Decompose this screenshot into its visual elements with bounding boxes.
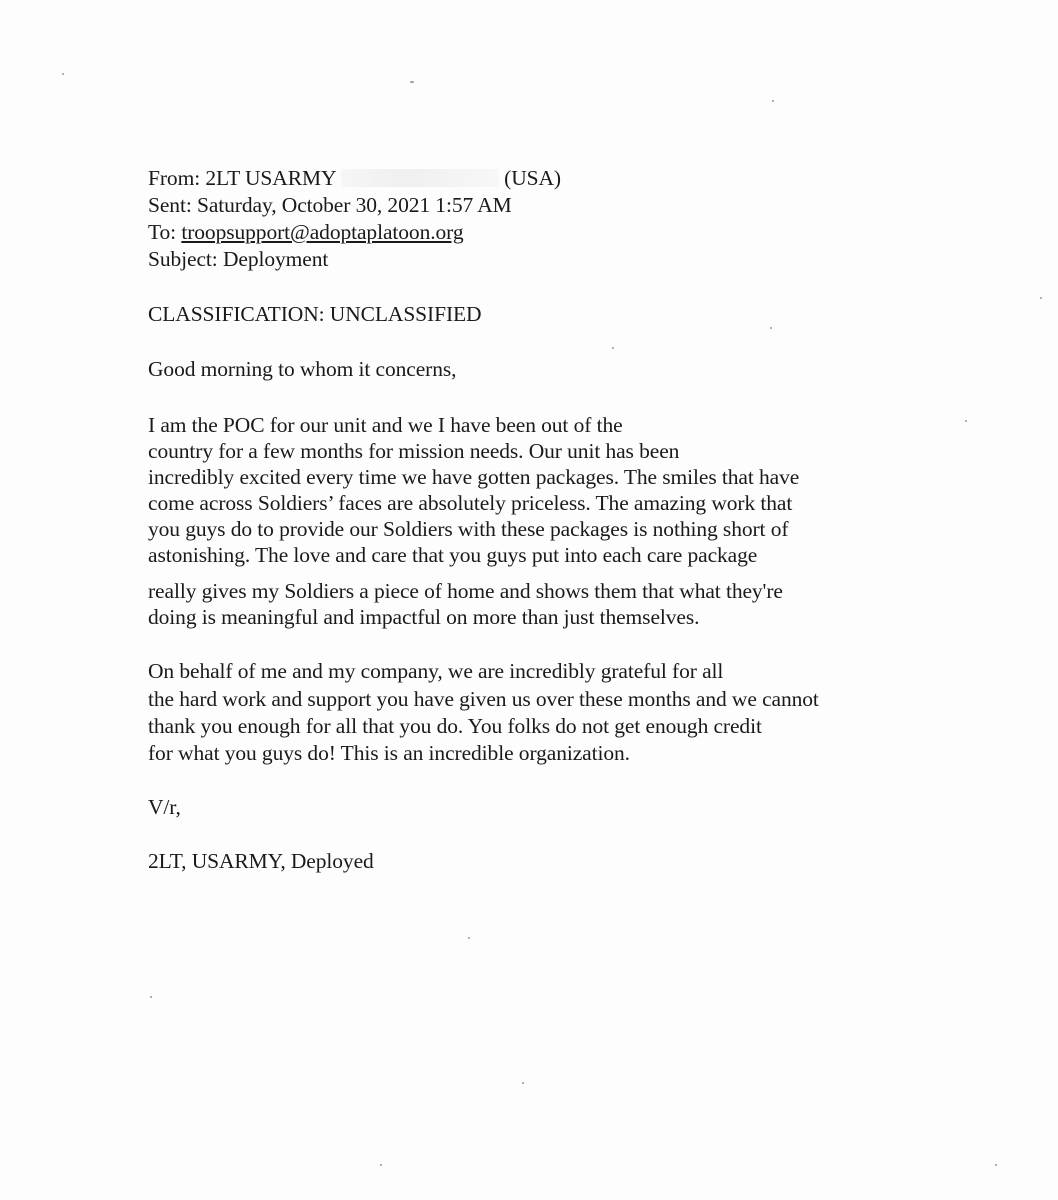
paragraph-line: country for a few months for mission needs. Our unit has been xyxy=(148,439,680,463)
scan-speck xyxy=(965,420,967,422)
paragraph-line: really gives my Soldiers a piece of home and shows them that what they're xyxy=(148,579,783,603)
to-line xyxy=(148,219,463,245)
scan-speck xyxy=(612,347,614,349)
scan-speck xyxy=(1040,297,1042,299)
scan-speck xyxy=(380,1164,382,1166)
from-value: 2LT USARMY xyxy=(205,166,336,190)
paragraph-line: for what you guys do! This is an incredible organization. xyxy=(148,741,630,765)
paragraph-line: On behalf of me and my company, we are incredibly grateful for all xyxy=(148,659,724,683)
sent-label: Sent: xyxy=(148,193,192,217)
greeting-line: Good morning to whom it concerns, xyxy=(148,357,457,381)
redacted-name xyxy=(341,169,499,187)
to-label: To: xyxy=(148,220,177,244)
paragraph-line: astonishing. The love and care that you guys put into each care package xyxy=(148,543,758,567)
sent-line xyxy=(148,192,512,218)
signature-line: 2LT, USARMY, Deployed xyxy=(148,849,374,873)
paragraph-line: you guys do to provide our Soldiers with these packages is nothing short of xyxy=(148,517,789,541)
paragraph-line: thank you enough for all that you do. You folks do not get enough credit xyxy=(148,714,762,738)
subject-line xyxy=(148,246,328,272)
scan-speck xyxy=(770,327,772,329)
paragraph-line: come across Soldiers’ faces are absolutely priceless. The amazing work that xyxy=(148,491,793,515)
closing-line: V/r, xyxy=(148,795,181,819)
paragraph-line: I am the POC for our unit and we I have been out of the xyxy=(148,413,623,437)
paragraph-line: the hard work and support you have given us over these months and we cannot xyxy=(148,687,819,711)
scan-speck xyxy=(150,996,152,998)
sent-value: Saturday, October 30, 2021 1:57 AM xyxy=(196,193,512,217)
scan-speck xyxy=(468,937,470,939)
subject-value: Deployment xyxy=(222,247,329,271)
classification-line: CLASSIFICATION: UNCLASSIFIED xyxy=(148,302,482,326)
scan-speck xyxy=(772,100,774,102)
from-label: From: xyxy=(148,166,201,190)
scan-speck xyxy=(410,81,414,83)
from-suffix: (USA) xyxy=(504,166,561,190)
to-email-link[interactable]: troopsupport@adoptaplatoon.org xyxy=(181,220,464,244)
scan-speck xyxy=(995,1164,997,1166)
scan-speck xyxy=(62,73,64,75)
paragraph-line: doing is meaningful and impactful on more than just themselves. xyxy=(148,605,700,629)
subject-label: Subject: xyxy=(148,247,218,271)
scan-speck xyxy=(522,1082,524,1084)
paragraph-line: incredibly excited every time we have gotten packages. The smiles that have xyxy=(148,465,800,489)
from-line xyxy=(148,165,561,191)
